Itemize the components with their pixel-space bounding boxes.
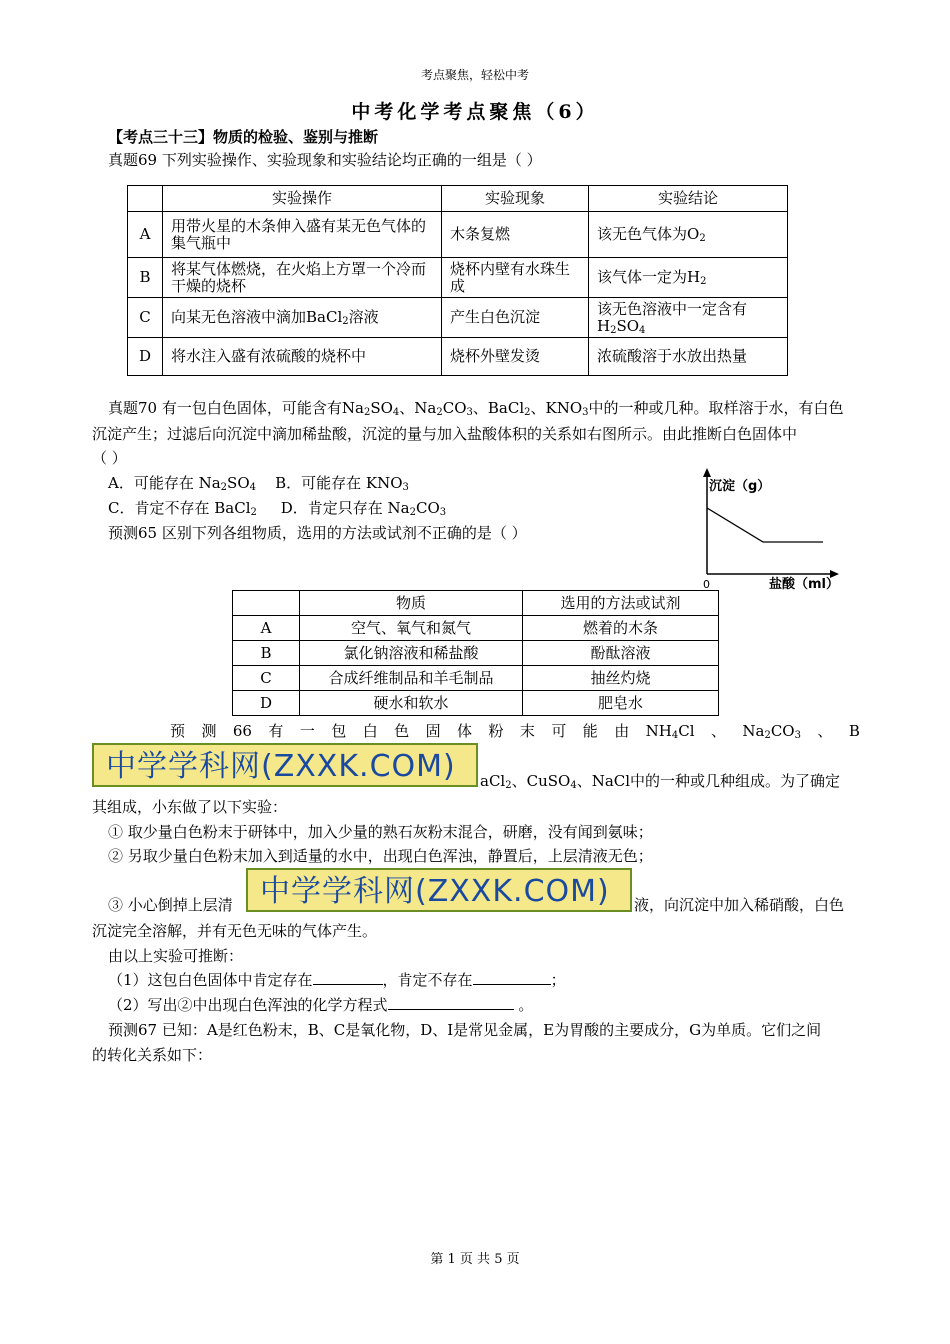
p67-line1: 预测67 已知：A是红色粉末，B、C是氧化物，D、I是常见金属，E为胃酸的主要成分，G为单质。它们之间 [108,1021,822,1039]
table-row: A 用带火星的木条伸入盛有某无色气体的集气瓶中 木条复燃 该无色气体为$O_2$ [128,212,788,258]
p67-line2: 的转化关系如下： [92,1046,213,1064]
q70-options-ab: A．可能存在 $Na_2SO_4$ B．可能存在 $KNO_3$ [108,474,409,493]
q70-line2: 沉淀产生；过滤后向沉淀中滴加稀盐酸，沉淀的量与加入盐酸体积的关系如右图所示。由此推断白色固体中 [92,425,798,443]
q69-stem: 真题69 下列实验操作、实验现象和实验结论均正确的一组是（ ） [108,151,542,169]
q70-options-cd: C．肯定不存在 BaCl$_2$ D．肯定只存在 $Na_2CO_3$ [108,499,447,518]
table-header: 选用的方法或试剂 [523,591,719,616]
y-axis-arrow-icon [703,468,711,477]
precipitate-graph [695,466,845,590]
p66-question2: （2）写出②中出现白色浑浊的化学方程式 。 [108,996,534,1014]
x-axis-label: 盐酸（ml） [769,577,840,590]
page-header: 考点聚焦，轻松中考 [420,68,529,82]
table-header: 实验结论 [589,186,788,212]
table-header: 实验现象 [442,186,589,212]
q70-line1: 真题70 有一包白色固体，可能含有$Na_2SO_4$、$Na_2CO_3$、BaCl$_2$、$KNO_3$中的一种或几种。取样溶于水，有白色 [108,399,844,418]
q70-line3: （ ） [92,449,127,467]
origin-label: 0 [703,578,710,590]
section-heading: 【考点三十三】物质的检验、鉴别与推断 [108,128,379,146]
q69-table [127,185,788,376]
p66-question1: （1）这包白色固体中肯定存在 ，肯定不存在 ； [108,971,566,989]
table-header: 物质 [300,591,523,616]
table-row: C 向某无色溶液中滴加BaCl$_2$溶液 产生白色沉淀 该无色溶液中一定含有 $H_2SO_4$ [128,298,788,338]
p66-step3-post: 液，向沉淀中加入稀硝酸，白色 [634,896,845,914]
table-row: D 硬水和软水 肥皂水 [233,691,719,716]
precipitate-curve [707,508,823,542]
p66-line2: aCl$_2$、CuSO$_4$、NaCl中的一种或几种组成。为了确定 [480,772,841,791]
table-row: C 合成纤维制品和羊毛制品 抽丝灼烧 [233,666,719,691]
table-header-row [233,591,719,616]
page-title: 中考化学考点聚焦（6） [351,101,599,123]
watermark-banner: 中学学科网(ZXXK.COM) [246,868,632,912]
table-row: B 氯化钠溶液和稀盐酸 酚酞溶液 [233,641,719,666]
p65-stem: 预测65 区别下列各组物质，选用的方法或试剂不正确的是（ ） [108,524,527,542]
watermark-banner: 中学学科网(ZXXK.COM) [92,743,478,787]
p66-line3: 其组成，小东做了以下实验： [92,798,288,816]
answer-blank[interactable] [313,970,383,985]
p66-line1: 预 测 66 有 一 包 白 色 固 体 粉 末 可 能 由 $NH_4Cl$ 、 $Na_2CO_3$ 、 B [170,722,860,741]
p66-step2: ② 另取少量白色粉末加入到适量的水中，出现白色浑浊，静置后，上层清液无色； [108,847,653,865]
p66-step1: ① 取少量白色粉末于研钵中，加入少量的熟石灰粉末混合，研磨，没有闻到氨味； [108,823,653,841]
table-row: D 将水注入盛有浓硫酸的烧杯中 烧杯外壁发烫 浓硫酸溶于水放出热量 [128,338,788,376]
p66-infer: 由以上实验可推断： [108,947,244,965]
table-row: B 将某气体燃烧，在火焰上方罩一个冷而干燥的烧杯 烧杯内壁有水珠生成 该气体一定为$H_2$ [128,258,788,298]
table-row: A 空气、氧气和氮气 燃着的木条 [233,616,719,641]
table-header-row [128,186,788,212]
answer-blank[interactable] [388,995,514,1010]
page-footer: 第 1 页 共 5 页 [430,1252,520,1267]
table-header: 实验操作 [163,186,442,212]
p66-step3-pre: ③ 小心倒掉上层清 [108,896,233,914]
y-axis-label: 沉淀（g） [709,479,771,494]
p66-step3-line2: 沉淀完全溶解，并有无色无味的气体产生。 [92,922,378,940]
p65-table [232,590,719,716]
answer-blank[interactable] [473,970,551,985]
